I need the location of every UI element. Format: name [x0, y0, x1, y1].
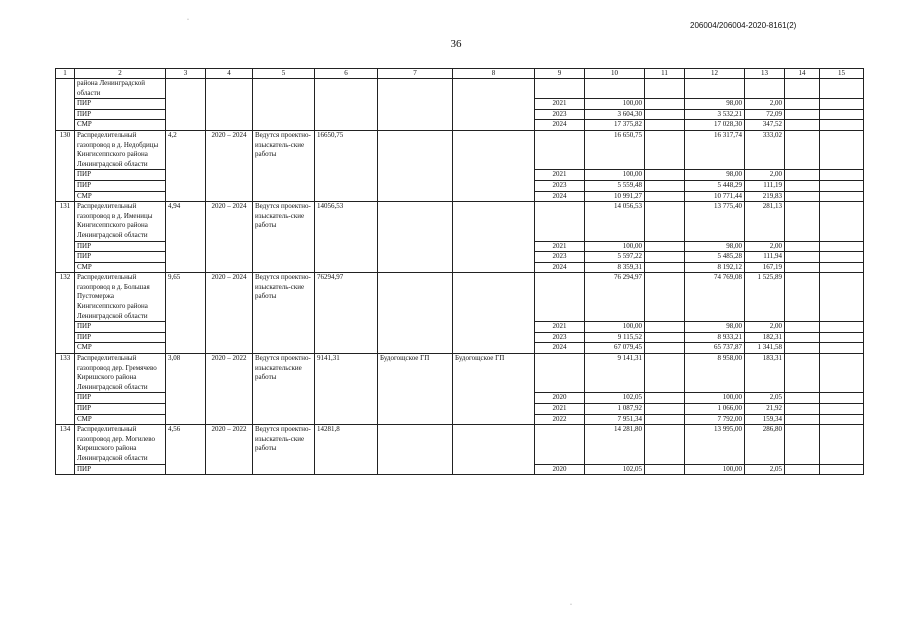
stage-label: ПИР: [75, 332, 166, 343]
cell-14: [785, 191, 820, 202]
object-value-13: 281,13: [745, 202, 785, 241]
object-value-12: 13 775,40: [685, 202, 745, 241]
length-km: 9,65: [166, 273, 206, 354]
stage-label: ПИР: [75, 180, 166, 191]
stage-label: СМР: [75, 414, 166, 425]
status: Ведутся проектно-изыскатель-ские работы: [253, 130, 315, 201]
stage-year: 2023: [535, 332, 585, 343]
cell-15: [820, 343, 864, 354]
stage-total: 5 597,22: [585, 252, 645, 263]
stage-value-13: 111,19: [745, 180, 785, 191]
column-number-6: 6: [315, 69, 378, 79]
stage-total: 102,05: [585, 393, 645, 404]
stage-value-13: 2,00: [745, 170, 785, 181]
length-km: 4,94: [166, 202, 206, 273]
column-number-1: 1: [56, 69, 75, 79]
cell-11: [645, 464, 685, 475]
cell-15: [820, 414, 864, 425]
cell-15: [820, 262, 864, 273]
stage-year: 2024: [535, 262, 585, 273]
stage-label: ПИР: [75, 322, 166, 333]
cell-15: [820, 170, 864, 181]
column-number-2: 2: [75, 69, 166, 79]
cell-11: [645, 109, 685, 120]
cell-11: [645, 393, 685, 404]
stage-label: СМР: [75, 191, 166, 202]
object-value-13: 183,31: [745, 354, 785, 393]
cell-11: [645, 354, 685, 393]
stage-label: ПИР: [75, 393, 166, 404]
stage-total: 10 991,27: [585, 191, 645, 202]
cell-15: [820, 120, 864, 131]
object-row: [56, 202, 864, 241]
column-number-11: 11: [645, 69, 685, 79]
period: 2020 – 2024: [206, 130, 253, 201]
stage-year: 2024: [535, 343, 585, 354]
cell-14: [785, 202, 820, 241]
length-km: 4,2: [166, 130, 206, 201]
cell-14: [785, 120, 820, 131]
cell-11: [645, 343, 685, 354]
length-km: 4,56: [166, 425, 206, 475]
column-number-7: 7: [378, 69, 453, 79]
stage-year: 2023: [535, 252, 585, 263]
cell-11: [645, 404, 685, 415]
cell-15: [820, 241, 864, 252]
status: Ведутся проектно-изыскательские работы: [253, 354, 315, 425]
stage-total: 67 079,45: [585, 343, 645, 354]
item-number: 133: [56, 354, 75, 425]
stage-label: СМР: [75, 120, 166, 131]
cell-15: [820, 252, 864, 263]
scan-speck: ·: [570, 602, 572, 608]
object-name: Распределительный газопровод дер. Гремячево Киришского района Ленинградской области: [75, 354, 166, 393]
stage-value-13: 2,05: [745, 464, 785, 475]
cell-14: [785, 262, 820, 273]
cell-15: [820, 202, 864, 241]
stage-label: ПИР: [75, 404, 166, 415]
stage-label: ПИР: [75, 109, 166, 120]
cell-14: [785, 180, 820, 191]
cell-14: [785, 109, 820, 120]
object-row: [56, 273, 864, 322]
stage-value-12: 8 192,12: [685, 262, 745, 273]
stage-value-13: 21,92: [745, 404, 785, 415]
cell-15: [820, 109, 864, 120]
stage-value-13: 2,00: [745, 241, 785, 252]
object-value-13: 333,02: [745, 130, 785, 169]
object-value-13: 1 525,89: [745, 273, 785, 322]
column-number-12: 12: [685, 69, 745, 79]
stage-value-13: 2,00: [745, 99, 785, 110]
cell-13: [745, 79, 785, 99]
cell-15: [820, 322, 864, 333]
item-number: 134: [56, 425, 75, 475]
settlement-7: Будогощское ГП: [378, 354, 453, 425]
cell-9: [535, 202, 585, 241]
cell-10: [585, 79, 645, 99]
length-km: 3,08: [166, 354, 206, 425]
cell-5: [253, 79, 315, 131]
stage-year: 2020: [535, 393, 585, 404]
object-value-12: 16 317,74: [685, 130, 745, 169]
scan-speck: ·: [187, 17, 189, 23]
estimated-cost: 14056,53: [315, 202, 378, 273]
stage-value-13: 347,52: [745, 120, 785, 131]
stage-value-12: 7 792,00: [685, 414, 745, 425]
object-value-12: 8 958,00: [685, 354, 745, 393]
object-name: Распределительный газопровод дер. Могилево Киришского района Ленинградской области: [75, 425, 166, 464]
document-reference: 206004/206004-2020-8161(2): [690, 21, 797, 30]
object-value-12: 74 769,08: [685, 273, 745, 322]
object-total: 14 056,53: [585, 202, 645, 241]
column-number-15: 15: [820, 69, 864, 79]
settlement-8: [453, 130, 535, 201]
stage-value-12: 5 448,29: [685, 180, 745, 191]
stage-value-13: 1 341,58: [745, 343, 785, 354]
stage-total: 102,05: [585, 464, 645, 475]
settlement-8: [453, 202, 535, 273]
cell-11: [645, 322, 685, 333]
cell-11: [645, 273, 685, 322]
item-number: 131: [56, 202, 75, 273]
stage-year: 2023: [535, 180, 585, 191]
cell-14: [785, 414, 820, 425]
object-total: 16 650,75: [585, 130, 645, 169]
cell-14: [785, 322, 820, 333]
cell-11: [645, 130, 685, 169]
stage-value-13: 2,05: [745, 393, 785, 404]
cell-11: [645, 332, 685, 343]
object-name: Распределительный газопровод в д. Именицы Кингисеппского района Ленинградской области: [75, 202, 166, 241]
stage-total: 100,00: [585, 99, 645, 110]
page-number: 36: [450, 38, 462, 50]
cell-9: [535, 425, 585, 464]
works-table: [55, 68, 864, 475]
stage-year: 2021: [535, 404, 585, 415]
cell-14: [785, 241, 820, 252]
object-total: 9 141,31: [585, 354, 645, 393]
cell-14: [785, 130, 820, 169]
cell-15: [820, 79, 864, 99]
estimated-cost: 9141,31: [315, 354, 378, 425]
column-number-3: 3: [166, 69, 206, 79]
stage-value-12: 10 771,44: [685, 191, 745, 202]
stage-year: 2022: [535, 414, 585, 425]
cell-15: [820, 273, 864, 322]
status: Ведутся проектно-изыскатель-ские работы: [253, 425, 315, 475]
stage-year: 2020: [535, 464, 585, 475]
stage-total: 1 087,92: [585, 404, 645, 415]
stage-year: 2021: [535, 170, 585, 181]
cell-3: [166, 79, 206, 131]
column-number-row: [56, 69, 864, 79]
cell-11: [645, 99, 685, 110]
cell-11: [645, 202, 685, 241]
stage-value-13: 111,94: [745, 252, 785, 263]
stage-value-12: 1 066,00: [685, 404, 745, 415]
cell-9: [535, 354, 585, 393]
continuation-row: [56, 79, 864, 99]
cell-11: [645, 252, 685, 263]
cell-11: [645, 414, 685, 425]
cell-14: [785, 393, 820, 404]
estimated-cost: 76294,97: [315, 273, 378, 354]
cell-15: [820, 332, 864, 343]
object-row: [56, 130, 864, 169]
stage-value-12: 98,00: [685, 170, 745, 181]
stage-total: 100,00: [585, 170, 645, 181]
stage-value-12: 65 737,87: [685, 343, 745, 354]
stage-value-12: 98,00: [685, 99, 745, 110]
item-number: 130: [56, 130, 75, 201]
object-name: Распределительный газопровод в д. Большая Пустомержа Кингисеппского района Ленинградской области: [75, 273, 166, 322]
stage-value-12: 17 028,30: [685, 120, 745, 131]
stage-total: 100,00: [585, 322, 645, 333]
stage-value-13: 2,00: [745, 322, 785, 333]
object-value-12: 13 995,00: [685, 425, 745, 464]
cell-15: [820, 191, 864, 202]
cell-9: [535, 79, 585, 99]
stage-value-13: 182,31: [745, 332, 785, 343]
cell-14: [785, 170, 820, 181]
estimated-cost: 16650,75: [315, 130, 378, 201]
cell-11: [645, 79, 685, 99]
period: 2020 – 2022: [206, 425, 253, 475]
cell-14: [785, 252, 820, 263]
item-number: 132: [56, 273, 75, 354]
period: 2020 – 2024: [206, 273, 253, 354]
cell-14: [785, 79, 820, 99]
stage-value-12: 8 933,21: [685, 332, 745, 343]
column-number-9: 9: [535, 69, 585, 79]
stage-value-12: 100,00: [685, 464, 745, 475]
status: Ведутся проектно-изыскатель-ские работы: [253, 202, 315, 273]
stage-value-13: 159,34: [745, 414, 785, 425]
cell-11: [645, 180, 685, 191]
cell-15: [820, 99, 864, 110]
object-row: [56, 425, 864, 464]
settlement-8: [453, 273, 535, 354]
cell-12: [685, 79, 745, 99]
stage-label: ПИР: [75, 252, 166, 263]
cell-15: [820, 130, 864, 169]
stage-value-13: 167,19: [745, 262, 785, 273]
cell-14: [785, 273, 820, 322]
object-value-13: 286,80: [745, 425, 785, 464]
cell-11: [645, 170, 685, 181]
stage-label: ПИР: [75, 99, 166, 110]
stage-year: 2024: [535, 191, 585, 202]
period: 2020 – 2022: [206, 354, 253, 425]
stage-label: СМР: [75, 343, 166, 354]
stage-label: СМР: [75, 262, 166, 273]
cell-11: [645, 241, 685, 252]
cell-14: [785, 354, 820, 393]
stage-total: 100,00: [585, 241, 645, 252]
stage-label: ПИР: [75, 241, 166, 252]
stage-total: 7 951,34: [585, 414, 645, 425]
cell-6: [315, 79, 378, 131]
stage-label: ПИР: [75, 170, 166, 181]
stage-total: 5 559,48: [585, 180, 645, 191]
cell-11: [645, 191, 685, 202]
stage-value-12: 5 485,28: [685, 252, 745, 263]
item-number: [56, 79, 75, 131]
cell-15: [820, 404, 864, 415]
stage-value-12: 3 532,21: [685, 109, 745, 120]
column-number-13: 13: [745, 69, 785, 79]
settlement-7: [378, 425, 453, 475]
column-number-14: 14: [785, 69, 820, 79]
object-row: [56, 354, 864, 393]
cell-15: [820, 180, 864, 191]
object-name: района Ленинградской области: [75, 79, 166, 99]
cell-15: [820, 425, 864, 464]
stage-value-12: 98,00: [685, 241, 745, 252]
column-number-5: 5: [253, 69, 315, 79]
cell-9: [535, 130, 585, 169]
stage-value-13: 219,83: [745, 191, 785, 202]
cell-11: [645, 120, 685, 131]
stage-total: 8 359,31: [585, 262, 645, 273]
cell-15: [820, 464, 864, 475]
settlement-7: [378, 130, 453, 201]
cell-15: [820, 393, 864, 404]
stage-year: 2021: [535, 99, 585, 110]
cell-14: [785, 425, 820, 464]
cell-11: [645, 425, 685, 464]
cell-14: [785, 332, 820, 343]
stage-total: 17 375,82: [585, 120, 645, 131]
stage-year: 2021: [535, 322, 585, 333]
object-name: Распределительный газопровод в д. Недобдицы Кингисеппского района Ленинградской области: [75, 130, 166, 169]
estimated-cost: 14281,8: [315, 425, 378, 475]
column-number-10: 10: [585, 69, 645, 79]
column-number-4: 4: [206, 69, 253, 79]
cell-15: [820, 354, 864, 393]
stage-value-13: 72,09: [745, 109, 785, 120]
stage-year: 2021: [535, 241, 585, 252]
cell-8: [453, 79, 535, 131]
stage-label: ПИР: [75, 464, 166, 475]
status: Ведутся проектно-изыскатель-ские работы: [253, 273, 315, 354]
settlement-8: [453, 425, 535, 475]
cell-14: [785, 343, 820, 354]
stage-total: 3 604,30: [585, 109, 645, 120]
period: 2020 – 2024: [206, 202, 253, 273]
cell-14: [785, 404, 820, 415]
settlement-7: [378, 202, 453, 273]
settlement-7: [378, 273, 453, 354]
stage-value-12: 100,00: [685, 393, 745, 404]
cell-14: [785, 99, 820, 110]
stage-value-12: 98,00: [685, 322, 745, 333]
cell-14: [785, 464, 820, 475]
stage-year: 2023: [535, 109, 585, 120]
cell-11: [645, 262, 685, 273]
cell-4: [206, 79, 253, 131]
cell-9: [535, 273, 585, 322]
cell-7: [378, 79, 453, 131]
stage-total: 9 115,52: [585, 332, 645, 343]
object-total: 14 281,80: [585, 425, 645, 464]
column-number-8: 8: [453, 69, 535, 79]
stage-year: 2024: [535, 120, 585, 131]
object-total: 76 294,97: [585, 273, 645, 322]
settlement-8: Будогощское ГП: [453, 354, 535, 425]
